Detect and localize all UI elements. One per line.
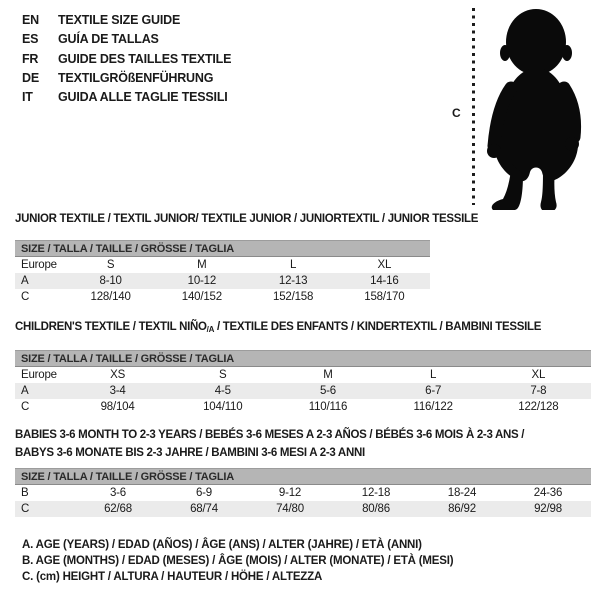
row-label: C [21, 401, 30, 413]
cell: 9-12 [278, 487, 302, 499]
cell: 98/104 [100, 401, 135, 413]
cell: 62/68 [75, 501, 161, 517]
size-band-header: SIZE / TALLA / TAILLE / GRÖSSE / TAGLIA [15, 241, 430, 257]
language-header [22, 11, 231, 107]
cell: S [106, 259, 115, 271]
table-row [15, 273, 430, 289]
cell: L [430, 369, 437, 381]
legend-footnotes [22, 537, 453, 585]
height-measure-label: C [452, 106, 461, 120]
row-label: B [21, 487, 29, 499]
table-row [15, 367, 591, 384]
lang-row-de [22, 69, 231, 88]
cell: 8-10 [65, 273, 156, 289]
lang-title: GUIDA ALLE TAGLIE TESSILI [58, 90, 228, 105]
children-table-title [15, 321, 541, 334]
title-text: / TEXTILE DES ENFANTS / KINDERTEXTIL / BAMBINI TESSILE [214, 321, 542, 333]
cell: 140/152 [181, 291, 222, 303]
table-row [15, 257, 430, 274]
cell: 92/98 [505, 501, 591, 517]
cell: 3-6 [109, 487, 127, 499]
table-row [15, 383, 591, 399]
title-text: CHILDREN'S TEXTILE / TEXTIL NIÑO [15, 321, 207, 333]
junior-table-title: JUNIOR TEXTILE / TEXTIL JUNIOR/ TEXTILE JUNIOR / JUNIORTEXTIL / JUNIOR TESSILE [15, 213, 479, 225]
cell: 68/74 [161, 501, 247, 517]
table-row [15, 501, 591, 517]
cell: 7-8 [486, 383, 591, 399]
row-label: Europe [21, 369, 57, 381]
lang-row-fr [22, 50, 231, 69]
lang-code: IT [22, 90, 33, 105]
row-label: C [21, 291, 30, 303]
cell: 74/80 [247, 501, 333, 517]
cell: 10-12 [156, 273, 247, 289]
toddler-silhouette-icon [484, 6, 592, 210]
table-row [15, 289, 430, 305]
lang-code: ES [22, 32, 39, 47]
size-band-header: SIZE / TALLA / TAILLE / GRÖSSE / TAGLIA [15, 469, 591, 485]
cell: 24-36 [533, 487, 563, 499]
cell: M [197, 259, 207, 271]
cell: 12-18 [361, 487, 391, 499]
lang-row-it [22, 88, 231, 107]
cell: XL [377, 259, 392, 271]
lang-title: TEXTILE SIZE GUIDE [58, 13, 181, 27]
cell: XL [531, 369, 546, 381]
cell: 6-7 [381, 383, 486, 399]
cell: 128/140 [90, 291, 131, 303]
cell: XS [110, 369, 126, 381]
footnote-b: B. AGE (MONTHS) / EDAD (MESES) / ÂGE (MOIS) / ALTER (MONATE) / ETÀ (MESI) [22, 555, 454, 567]
footnote-c: C. (cm) HEIGHT / ALTURA / HAUTEUR / HÖHE / ALTEZZA [22, 571, 323, 583]
lang-code: DE [22, 70, 39, 85]
junior-size-table [15, 240, 430, 305]
table-row [15, 485, 591, 502]
lang-title: TEXTILGRÖßENFÜHRUNG [58, 70, 214, 85]
cell: 80/86 [333, 501, 419, 517]
cell: 104/110 [203, 401, 243, 413]
cell: 158/170 [364, 291, 405, 303]
cell: 3-4 [65, 383, 170, 399]
babies-table-title [15, 426, 524, 462]
cell: M [323, 369, 333, 381]
lang-title: GUÍA DE TALLAS [58, 32, 159, 47]
cell: 14-16 [339, 273, 430, 289]
footnote-a: A. AGE (YEARS) / EDAD (AÑOS) / ÂGE (ANS) / ALTER (JAHRE) / ETÀ (ANNI) [22, 539, 422, 551]
cell: 86/92 [419, 501, 505, 517]
cell: 110/116 [308, 401, 348, 413]
cell: S [219, 369, 227, 381]
title-subscript: /A [206, 325, 215, 334]
lang-row-en [22, 11, 231, 30]
row-label: Europe [21, 259, 57, 271]
table-row [15, 399, 591, 415]
cell: 18-24 [447, 487, 477, 499]
cell: 116/122 [413, 401, 453, 413]
lang-title: GUIDE DES TAILLES TEXTILE [58, 51, 232, 66]
title-line-1: BABIES 3-6 MONTH TO 2-3 YEARS / BEBÉS 3-6 MESES A 2-3 AÑOS / BÉBÉS 3-6 MOIS À 2-3 ANS / [15, 429, 525, 441]
size-band-header: SIZE / TALLA / TAILLE / GRÖSSE / TAGLIA [15, 351, 591, 367]
cell: L [290, 259, 297, 271]
lang-code: FR [22, 51, 39, 66]
cell: 5-6 [275, 383, 380, 399]
cell: 152/158 [273, 291, 314, 303]
cell: 12-13 [248, 273, 339, 289]
row-label: A [15, 383, 65, 399]
title-line-2: BABYS 3-6 MONATE BIS 2-3 JAHRE / BAMBINI 3-6 MESI A 2-3 ANNI [15, 447, 365, 459]
lang-row-es [22, 30, 231, 49]
babies-size-table [15, 468, 591, 517]
cell: 122/128 [518, 401, 559, 413]
row-label: C [15, 501, 75, 517]
cell: 4-5 [170, 383, 275, 399]
row-label: A [15, 273, 65, 289]
children-size-table [15, 350, 591, 415]
height-dotted-line [472, 8, 475, 205]
cell: 6-9 [195, 487, 213, 499]
lang-code: EN [22, 13, 39, 27]
